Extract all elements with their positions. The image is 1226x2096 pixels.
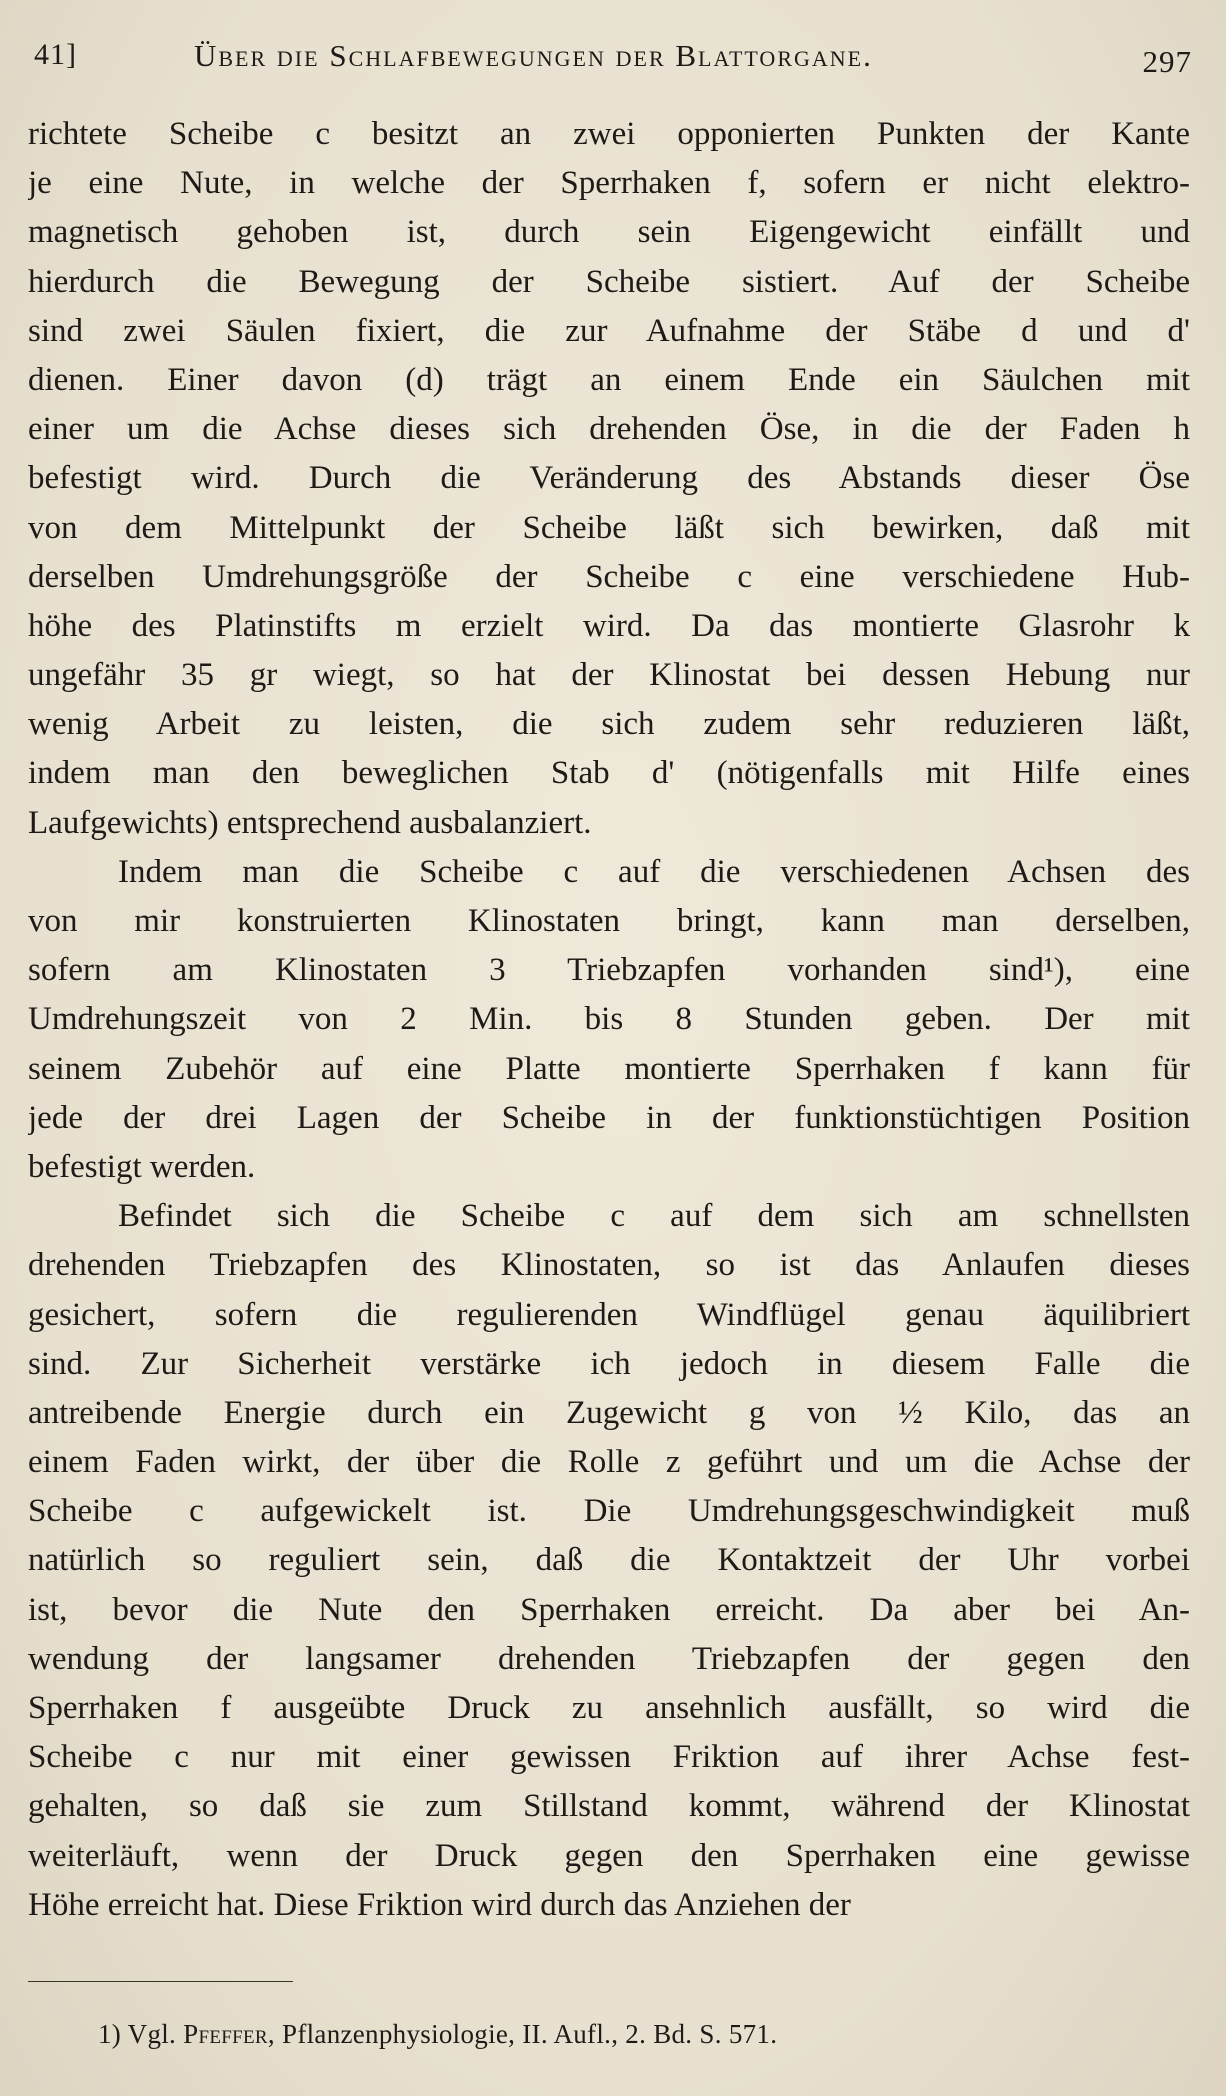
text-line: befestigt wird. Durch die Veränderung des Abstands dieser Öse	[28, 460, 1190, 497]
text-line: befestigt werden.	[28, 1148, 256, 1185]
text-line: sind zwei Säulen fixiert, die zur Aufnahme der Stäbe d und d'	[28, 312, 1190, 349]
text-line: dienen. Einer davon (d) trägt an einem Ende ein Säulchen mit	[28, 361, 1190, 398]
footnote	[98, 2019, 777, 2050]
text-line: weiterläuft, wenn der Druck gegen den Sperrhaken eine gewisse	[28, 1837, 1190, 1874]
text-line: sofern am Klinostaten 3 Triebzapfen vorhanden sind¹), eine	[28, 952, 1190, 989]
text-line: wenig Arbeit zu leisten, die sich zudem sehr reduzieren läßt,	[28, 706, 1190, 743]
text-line: jede der drei Lagen der Scheibe in der funktionstüchtigen Position	[28, 1099, 1190, 1136]
text-line: wendung der langsamer drehenden Triebzapfen der gegen den	[28, 1640, 1190, 1677]
footnote-author: Pfeffer,	[183, 2019, 275, 2049]
footnote-citation: Pflanzenphysiologie, II. Aufl., 2. Bd. S. 571.	[282, 2019, 778, 2049]
footnote-prefix: Vgl.	[127, 2019, 177, 2049]
section-number: 41]	[34, 38, 77, 71]
text-line: ungefähr 35 gr wiegt, so hat der Klinostat bei dessen Hebung nur	[28, 657, 1190, 694]
text-line: natürlich so reguliert sein, daß die Kontaktzeit der Uhr vorbei	[28, 1542, 1190, 1579]
text-line: indem man den beweglichen Stab d' (nötigenfalls mit Hilfe eines	[28, 755, 1190, 792]
text-line: Indem man die Scheibe c auf die verschiedenen Achsen des	[118, 853, 1190, 890]
footnote-marker: 1)	[98, 2019, 122, 2049]
text-line: ist, bevor die Nute den Sperrhaken erreicht. Da aber bei An-	[28, 1591, 1190, 1628]
text-line: je eine Nute, in welche der Sperrhaken f, sofern er nicht elektro-	[28, 165, 1190, 202]
text-line: einem Faden wirkt, der über die Rolle z geführt und um die Achse der	[28, 1444, 1190, 1481]
text-line: drehenden Triebzapfen des Klinostaten, so ist das Anlaufen dieses	[28, 1247, 1190, 1284]
running-header	[34, 30, 1192, 80]
text-line: sind. Zur Sicherheit verstärke ich jedoch in diesem Falle die	[28, 1345, 1190, 1382]
text-line: Scheibe c nur mit einer gewissen Friktion auf ihrer Achse fest-	[28, 1739, 1190, 1776]
text-line: derselben Umdrehungsgröße der Scheibe c eine verschiedene Hub-	[28, 558, 1190, 595]
paragraph	[28, 1192, 1190, 1930]
text-line: Umdrehungszeit von 2 Min. bis 8 Stunden geben. Der mit	[28, 1001, 1190, 1038]
text-line: Sperrhaken f ausgeübte Druck zu ansehnlich ausfällt, so wird die	[28, 1690, 1190, 1726]
text-line: richtete Scheibe c besitzt an zwei opponierten Punkten der Kante	[28, 116, 1190, 152]
footnote-rule	[28, 1981, 293, 1982]
paragraph	[28, 848, 1190, 1192]
text-line: Scheibe c aufgewickelt ist. Die Umdrehungsgeschwindigkeit muß	[28, 1493, 1190, 1530]
text-line: gesichert, sofern die regulierenden Windflügel genau äquilibriert	[28, 1296, 1190, 1333]
text-line: gehalten, so daß sie zum Stillstand kommt, während der Klinostat	[28, 1788, 1190, 1825]
text-line: von dem Mittelpunkt der Scheibe läßt sich bewirken, daß mit	[28, 509, 1190, 546]
text-line: hierdurch die Bewegung der Scheibe sistiert. Auf der Scheibe	[28, 263, 1190, 300]
text-line: Höhe erreicht hat. Diese Friktion wird durch das Anziehen der	[28, 1886, 851, 1923]
text-line: antreibende Energie durch ein Zugewicht g von ½ Kilo, das an	[28, 1394, 1190, 1431]
paragraph	[28, 110, 1190, 848]
text-line: seinem Zubehör auf eine Platte montierte Sperrhaken f kann für	[28, 1050, 1190, 1087]
text-line: magnetisch gehoben ist, durch sein Eigengewicht einfällt und	[28, 214, 1190, 251]
text-line: von mir konstruierten Klinostaten bringt, kann man derselben,	[28, 903, 1190, 939]
running-title: Über die Schlafbewegungen der Blattorgane.	[194, 38, 873, 73]
text-line: einer um die Achse dieses sich drehenden Öse, in die der Faden h	[28, 411, 1190, 448]
text-line: höhe des Platinstifts m erzielt wird. Da das montierte Glasrohr k	[28, 607, 1190, 644]
text-line: Befindet sich die Scheibe c auf dem sich am schnellsten	[118, 1198, 1190, 1235]
page-number: 297	[1142, 44, 1192, 79]
body-text	[28, 110, 1190, 1930]
text-line: Laufgewichts) entsprechend ausbalanziert.	[28, 804, 592, 841]
